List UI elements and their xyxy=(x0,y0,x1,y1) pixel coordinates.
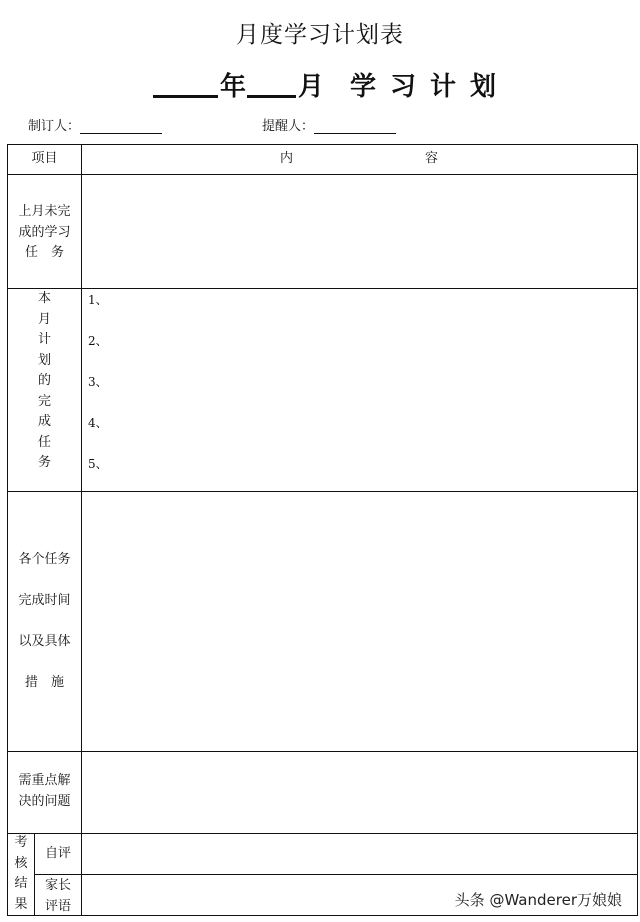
watermark-text: 头条 @Wanderer万娘娘 xyxy=(451,887,626,912)
label-line: 需重点解 xyxy=(18,773,71,788)
reminder-label: 提醒人： xyxy=(262,119,315,134)
measures-label xyxy=(8,550,81,714)
year-label: 年 xyxy=(220,72,247,102)
header-content-right: 容 xyxy=(425,151,439,166)
plan-item-number: 3、 xyxy=(88,375,108,389)
label-line: 完成时间 xyxy=(18,593,71,608)
parent-comments-label xyxy=(35,876,81,917)
plan-subtitle xyxy=(150,62,550,102)
maker-input-line[interactable] xyxy=(80,121,162,134)
maker-field xyxy=(28,115,162,134)
label-line: 上月未完 xyxy=(18,204,71,219)
self-evaluation-label: 自评 xyxy=(44,846,71,861)
month-blank[interactable] xyxy=(247,95,296,98)
label-char: 务 xyxy=(37,455,51,470)
label-line: 成的学习 xyxy=(18,224,71,240)
assessment-label xyxy=(8,833,34,915)
label-char: 结 xyxy=(14,876,28,891)
header-content-left: 内 xyxy=(280,151,294,166)
label-char: 考 xyxy=(14,835,28,850)
month-label: 月 xyxy=(298,72,325,102)
year-blank[interactable] xyxy=(153,95,218,98)
plan-item-number: 2、 xyxy=(88,334,108,348)
label-char: 成 xyxy=(37,414,51,429)
unfinished-tasks-label xyxy=(8,202,81,264)
key-problems-cell[interactable] xyxy=(82,752,637,833)
maker-label: 制订人： xyxy=(28,119,81,134)
label-char: 计 xyxy=(37,332,51,347)
label-line: 措 施 xyxy=(24,675,64,690)
study-plan-label: 学习计划 xyxy=(350,72,511,102)
header-item: 项目 xyxy=(31,151,58,166)
label-line: 评语 xyxy=(44,898,71,914)
plan-item-number: 5、 xyxy=(88,457,108,471)
reminder-input-line[interactable] xyxy=(314,121,396,134)
label-line: 家长 xyxy=(44,878,71,893)
page-title: 月度学习计划表 xyxy=(236,22,404,48)
key-problems-label xyxy=(8,771,81,812)
label-char: 完 xyxy=(37,393,51,409)
plan-item-number: 4、 xyxy=(88,416,108,430)
plan-item-number: 1、 xyxy=(88,293,108,307)
monthly-plan-label xyxy=(8,289,81,474)
label-char: 任 xyxy=(37,434,51,450)
label-char: 月 xyxy=(37,311,51,327)
label-line: 任 务 xyxy=(24,245,64,260)
label-char: 本 xyxy=(37,291,51,306)
reminder-field xyxy=(262,115,396,134)
label-char: 果 xyxy=(14,896,28,912)
label-line: 各个任务 xyxy=(18,552,71,567)
label-line: 以及具体 xyxy=(18,634,71,649)
label-line: 决的问题 xyxy=(18,793,71,809)
unfinished-tasks-cell[interactable] xyxy=(82,175,637,288)
measures-cell[interactable] xyxy=(82,492,637,751)
self-evaluation-cell[interactable] xyxy=(82,834,637,874)
label-char: 划 xyxy=(37,352,51,368)
label-char: 核 xyxy=(14,855,28,871)
label-char: 的 xyxy=(37,373,51,388)
